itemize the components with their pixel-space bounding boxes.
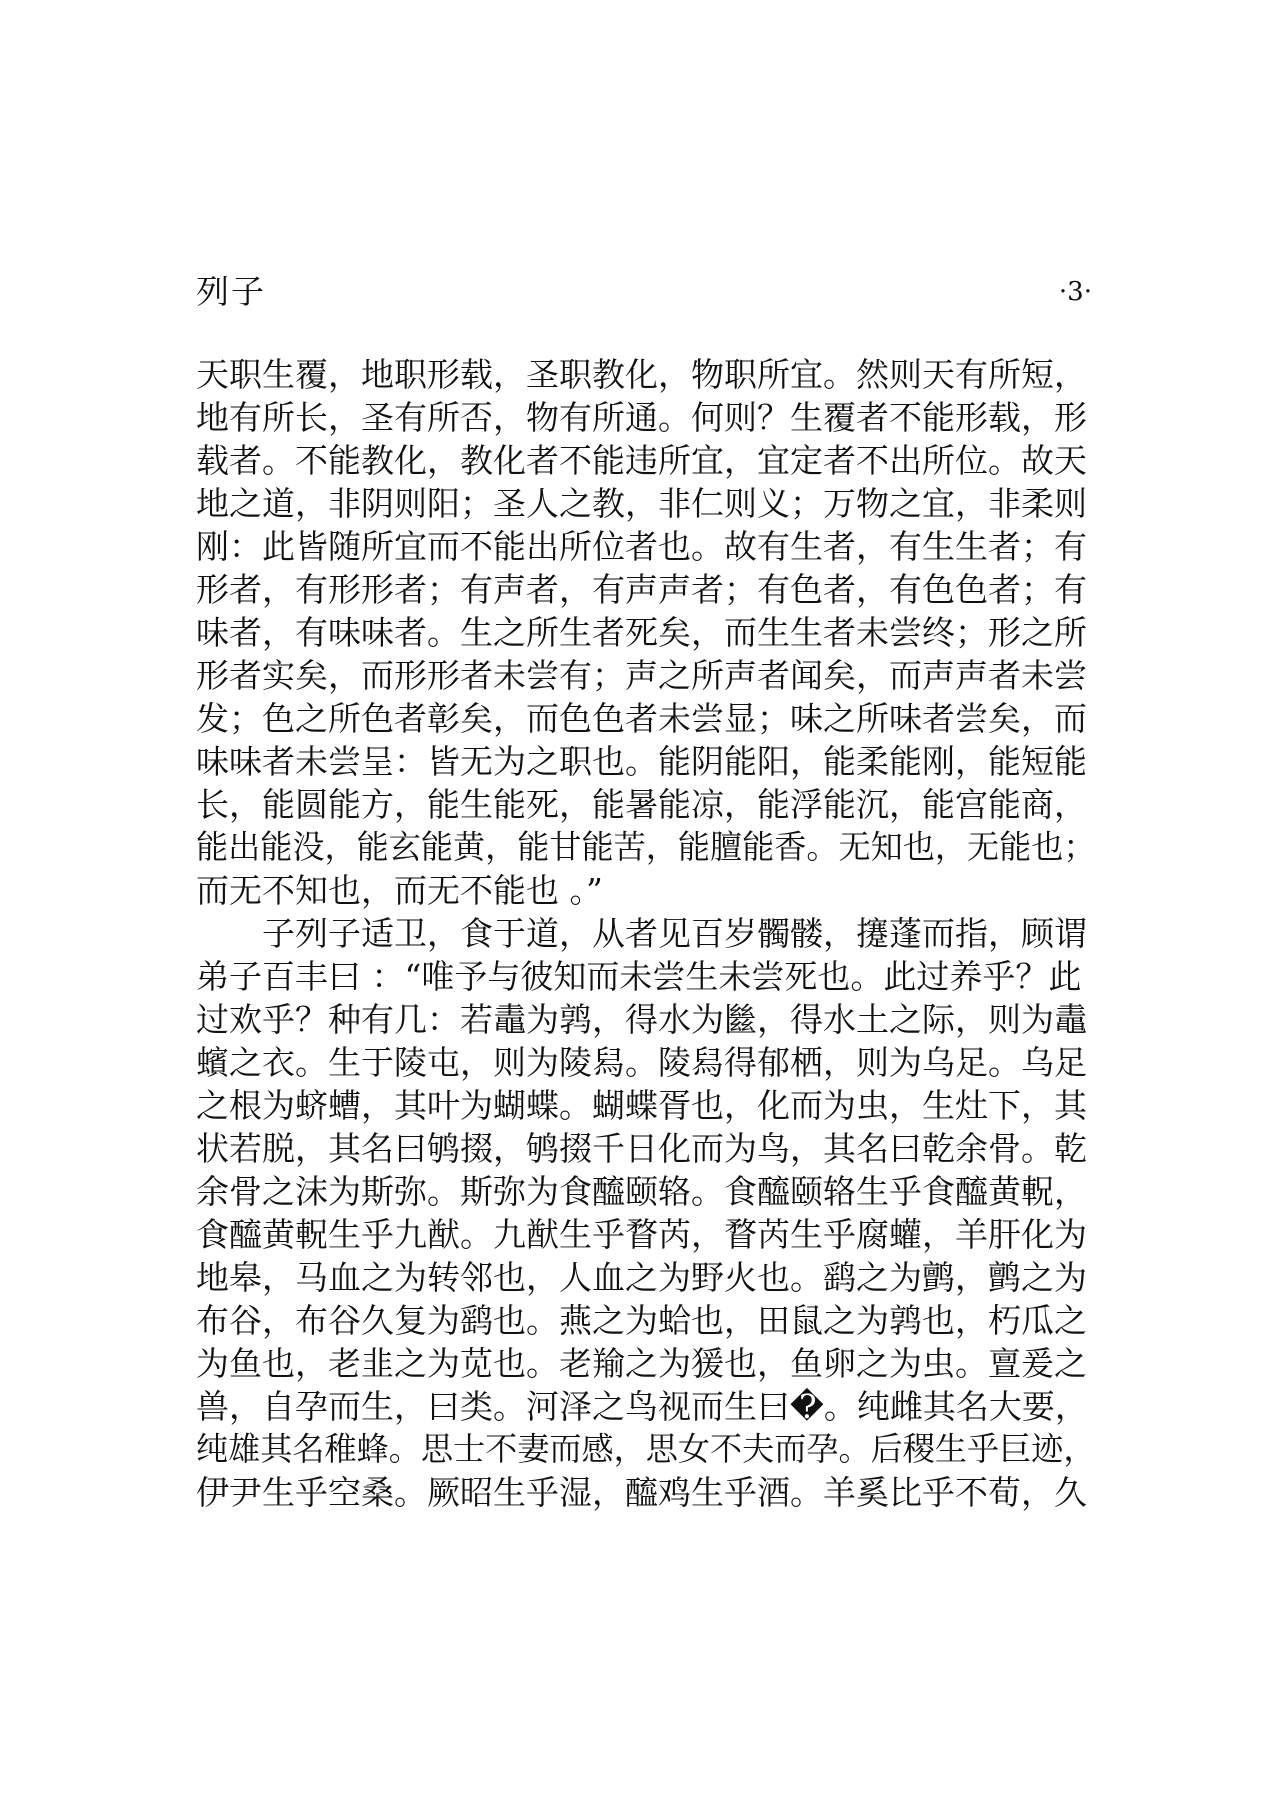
text-line: 余骨之沫为斯弥。斯弥为食醯颐辂。食醯颐辂生乎食醯黄軦， bbox=[196, 1172, 1087, 1211]
text-line: 纯雄其名稚蜂。思士不妻而感，思女不夫而孕。后稷生乎巨迹， bbox=[196, 1430, 1096, 1468]
text-line: 之根为蛴螬，其叶为蝴蝶。蝴蝶胥也，化而为虫，生灶下，其 bbox=[196, 1086, 1087, 1125]
text-line: 过欢乎？种有几：若鼃为鹑，得水为㡭，得水土之际，则为鼃 bbox=[196, 1000, 1087, 1039]
text-line: 形者实矣，而形形者未尝有；声之所声者闻矣，而声声者未尝 bbox=[196, 656, 1087, 695]
text-line: 而无不知也，而无不能也 。” bbox=[196, 871, 603, 910]
text-line: 长，能圆能方，能生能死，能暑能凉，能浮能沉，能宫能商， bbox=[196, 785, 1087, 824]
page-number: ·3· bbox=[1058, 277, 1092, 307]
text-line: 为鱼也，老韭之为苋也。老羭之为猨也，鱼卵之为虫。亶爰之 bbox=[196, 1344, 1087, 1383]
text-line: 刚：此皆随所宜而不能出所位者也。故有生者，有生生者；有 bbox=[196, 527, 1087, 566]
text-line: 弟子百丰曰 ：“唯予与彼知而未尝生未尝死也。此过养乎？此 bbox=[196, 957, 1082, 996]
text-line: 伊尹生乎空桑。厥昭生乎湿，醯鸡生乎酒。羊奚比乎不荀，久 bbox=[196, 1473, 1087, 1512]
text-line: 地之道，非阴则阳；圣人之教，非仁则义；万物之宜，非柔则 bbox=[196, 484, 1087, 523]
text-line: 味者，有味味者。生之所生者死矣，而生生者未尝终；形之所 bbox=[196, 613, 1087, 652]
text-line: 蠙之衣。生于陵屯，则为陵舄。陵舄得郁栖，则为乌足。乌足 bbox=[196, 1043, 1087, 1082]
body-text bbox=[196, 353, 1096, 1514]
text-line: 状若脱，其名曰鸲掇，鸲掇千日化而为鸟，其名曰乾余骨。乾 bbox=[196, 1129, 1087, 1168]
text-line: 味味者未尝呈：皆无为之职也。能阴能阳，能柔能刚，能短能 bbox=[196, 742, 1087, 781]
text-line: 地有所长，圣有所否，物有所通。何则？生覆者不能形载，形 bbox=[196, 398, 1087, 437]
text-line: 形者，有形形者；有声者，有声声者；有色者，有色色者；有 bbox=[196, 570, 1087, 609]
text-line: 载者。不能教化，教化者不能违所宜，宜定者不出所位。故天 bbox=[196, 441, 1087, 480]
text-line: 地皋，马血之为转邻也，人血之为野火也。鹞之为鹯，鹯之为 bbox=[196, 1258, 1087, 1297]
text-line: 发；色之所色者彰矣，而色色者未尝显；味之所味者尝矣，而 bbox=[196, 699, 1087, 738]
text-line: 兽，自孕而生，曰类。河泽之鸟视而生曰�。纯雌其名大要， bbox=[196, 1387, 1088, 1426]
text-line: 食醯黄軦生乎九猷。九猷生乎瞀芮，瞀芮生乎腐蠸，羊肝化为 bbox=[196, 1215, 1087, 1254]
text-line: 天职生覆，地职形载，圣职教化，物职所宜。然则天有所短， bbox=[196, 355, 1087, 394]
page-header bbox=[196, 268, 1092, 316]
running-title: 列子 bbox=[196, 272, 266, 311]
text-line: 子列子适卫，食于道，从者见百岁髑髅，攓蓬而指，顾谓 bbox=[196, 914, 1087, 953]
text-line: 能出能没，能玄能黄，能甘能苦，能膻能香。无知也，无能也； bbox=[196, 828, 1096, 866]
text-line: 布谷，布谷久复为鹞也。燕之为蛤也，田鼠之为鹑也，朽瓜之 bbox=[196, 1301, 1087, 1340]
